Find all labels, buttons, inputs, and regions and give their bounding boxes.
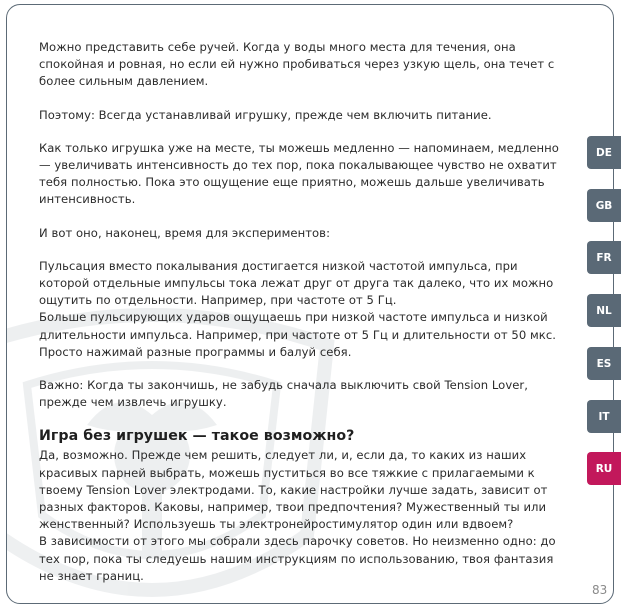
paragraph: Как только игрушка уже на месте, ты можешь медленно — напоминаем, медленно — увеличивать интенсивность до тех пор, пока покалывающее чувство не охватит тебя полностью. Пока это ощущение еще приятно, можешь дальше увеличивать интенсивность. [39, 140, 559, 207]
paragraph: В зависимости от этого мы собрали здесь парочку советов. Но неизменно одно: до тех пор, пока ты следуешь нашим инструкциям по использованию, твоя фантазия не знает границ. [39, 534, 556, 583]
paragraph: Пульсация вместо покалывания достигается низкой частотой импульса, при которой отдельные импульсы тока лежат друг от друга так далеко, что их можно ощутить по отдельности. Например, при частоте от 5 Гц. [39, 258, 554, 308]
paragraph: Важно: Когда ты закончишь, не забудь сначала выключить свой Tension Lover, прежде чем извлечь игрушку. [39, 378, 528, 410]
language-tab-nl[interactable]: NL [587, 294, 621, 327]
paragraph: Можно представить себе ручей. Когда у воды много места для течения, она спокойная и ровная, но если ей нужно пробиваться через узкую щель, она течет с более сильным давлением. [39, 40, 555, 89]
language-tab-gb[interactable]: GB [587, 189, 621, 222]
paragraph: Поэтому: Всегда устанавливай игрушку, прежде чем включить питание. [39, 107, 492, 122]
paragraph: И вот оно, наконец, время для экспериментов: [39, 225, 331, 240]
language-tab-de[interactable]: DE [587, 136, 621, 169]
language-tab-fr[interactable]: FR [587, 241, 621, 274]
body-text [39, 39, 567, 585]
paragraph: Да, возможно. Прежде чем решить, следует ли, и, если да, то каких из наших красивых парней выбрать, можешь пуститься во все тяжкие с прилагаемыми к твоему Tension Lover электродами. То, какие настройки лучше задать, зависит от разных факторов. Каковы, например, твои предпочтения? Мужественный ты или женственный? Используешь ты электронейростимулятор один или вдвоем? [39, 448, 548, 532]
page-number: 83 [592, 583, 608, 597]
language-tab-it[interactable]: IT [587, 400, 621, 433]
paragraph: Больше пульсирующих ударов ощущаешь при низкой частоте импульса и низкой длительности импульса. Например, при частоте от 5 Гц и длительности от 50 мкс. Просто нажимай разные программы и балуй себя. [39, 310, 556, 359]
language-tab-ru[interactable]: RU [587, 452, 621, 485]
section-heading: Игра без игрушек — такое возможно? [39, 428, 355, 445]
page-frame [6, 4, 614, 604]
language-tab-es[interactable]: ES [587, 347, 621, 380]
